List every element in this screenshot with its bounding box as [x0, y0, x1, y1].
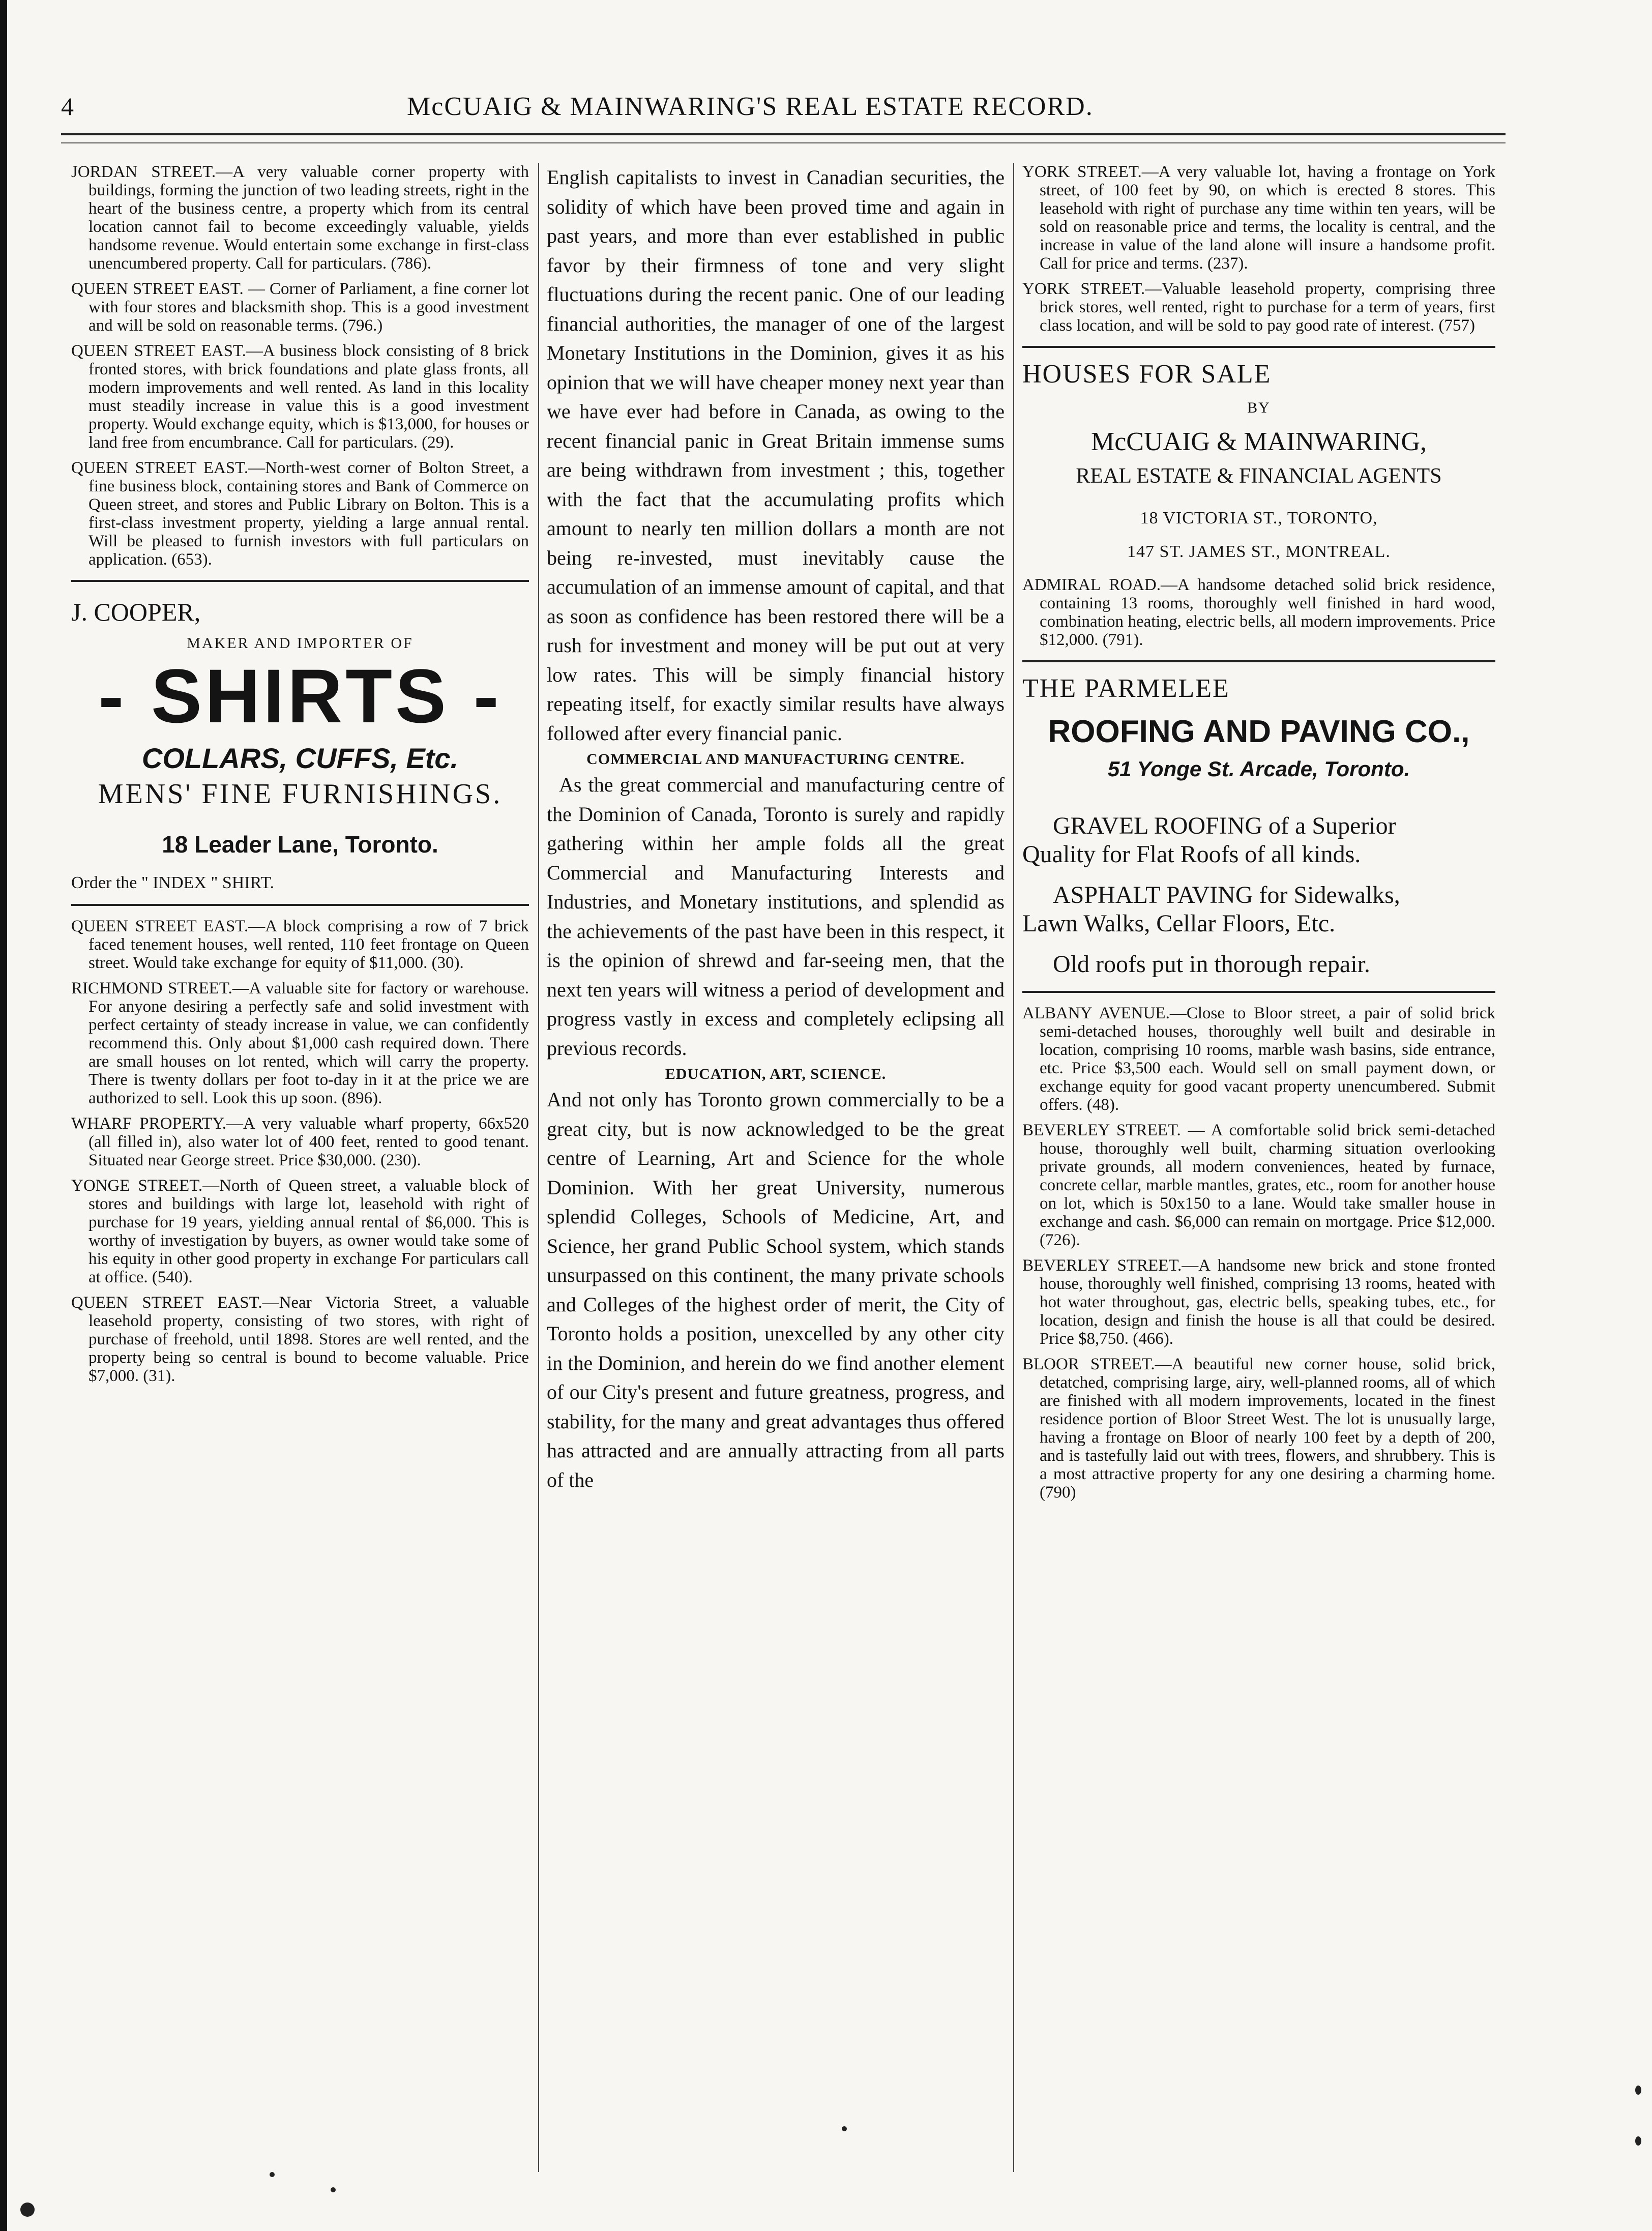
ad-mens-line: MENS' FINE FURNISHINGS.	[98, 778, 503, 810]
ad-address: 18 Leader Lane, Toronto.	[162, 831, 438, 858]
listing: ADMIRAL ROAD.—A handsome detached solid brick residence, containing 13 rooms, thoroughly well finished in hard wood, combination heating, electric bells, all modern improvements. Price $12,000. (791).	[1022, 576, 1495, 649]
listing: BEVERLEY STREET.—A handsome new brick and stone fronted house, thoroughly well finished, comprising 13 rooms, heated with hot water throughout, gas, electric bells, speaking tubes, etc., for location, design and finish the house is all that could be desired. Price $8,750. (466).	[1022, 1256, 1495, 1348]
running-title: McCUAIG & MAINWARING'S REAL ESTATE RECORD.	[407, 92, 1094, 121]
listing: BLOOR STREET.—A beautiful new corner house, solid brick, detatched, comprising large, airy, well-planned rooms, all of which are finished with all modern improvements, located in the finest residence portion of Bloor Street West. The lot is unusually large, having a frontage on Bloor of nearly 100 feet by a depth of 200, and is tastefully laid out with trees, flowers, and shrubbery. This is a most attractive property for any one desiring a charming home. (790)	[1022, 1355, 1495, 1502]
article-paragraph: As the great commercial and manufacturing centre of the Dominion of Canada, Toronto is surely and rapidly gathering within her ample folds all the great Commercial and Manufacturing Interests and Industries, and Monetary institutions, and splendid as the achievements of the past have been in this respect, it is the opinion of shrewd and far-seeing men, that the next ten years will witness a period of development and progress vastly in excess and completely eclipsing all previous records.	[547, 773, 1005, 1060]
listing: YORK STREET.—Valuable leasehold property, comprising three brick stores, well rented, right to purchase for a term of years, first class location, and will be sold to pay good rate of interest. (757)	[1022, 280, 1495, 335]
listing: QUEEN STREET EAST.—A business block consisting of 8 brick fronted stores, with brick foundations and plate glass fronts, all modern improvements and well rented. As land in this locality must steadily increase in value this is a good investment property. Would exchange equity, which is $13,000, for houses or land free from encumbrance. Call for particulars. (29).	[71, 342, 529, 452]
ad-title: THE PARMELEE	[1022, 674, 1230, 703]
ad-line: ASPHALT PAVING for Sidewalks,	[1053, 882, 1400, 908]
listing: ALBANY AVENUE.—Close to Bloor street, a pair of solid brick semi-detached houses, thoroughly well built and desirable in location, comprising 10 rooms, marble wash basins, side entrance, etc. Price $3,500 each. Would sell on small payment down, or exchange equity for good vacant property unencumbered. Submit offers. (48).	[1022, 1004, 1495, 1114]
page-header	[61, 92, 1506, 132]
listing: YONGE STREET.—North of Queen street, a valuable block of stores and buildings with large lot, leasehold with right of purchase for 19 years, yielding annual rental of $6,000. This is worthy of investigation by buyers, as owner would take some of his equity in other good property in exchange For particulars call at office. (540).	[71, 1177, 529, 1286]
header-rule	[61, 133, 1506, 135]
column-divider	[1013, 163, 1014, 2172]
ink-speck	[20, 2203, 35, 2217]
ad-office-toronto: 18 VICTORIA ST., TORONTO,	[1140, 509, 1378, 527]
ink-speck	[1635, 2136, 1641, 2146]
ad-firm: McCUAIG & MAINWARING,	[1090, 427, 1427, 456]
ad-title: HOUSES FOR SALE	[1022, 360, 1272, 389]
scan-edge-bar	[0, 0, 7, 2231]
section-rule	[71, 904, 529, 906]
ad-by: BY	[1247, 399, 1271, 416]
page-number: 4	[61, 92, 74, 121]
ad-line: GRAVEL ROOFING of a Superior	[1053, 812, 1396, 839]
ad-order-line: Order the " INDEX " SHIRT.	[71, 873, 275, 892]
ad-name: J. COOPER,	[71, 598, 201, 626]
ad-line: Old roofs put in thorough repair.	[1053, 951, 1370, 978]
header-rule-thin	[61, 142, 1506, 143]
ad-line: Lawn Walks, Cellar Floors, Etc.	[1022, 910, 1336, 937]
column-divider	[538, 163, 539, 2172]
section-rule	[1022, 660, 1495, 662]
listing: QUEEN STREET EAST.—Near Victoria Street, a valuable leasehold property, consisting of two stores, with right of purchase of freehold, until 1898. Stores are well rented, and the property being so central is bound to become valuable. Price $7,000. (31).	[71, 1294, 529, 1385]
ad-extras: COLLARS, CUFFS, Etc.	[141, 742, 459, 774]
column-right	[1022, 163, 1495, 2177]
column-left	[71, 163, 529, 2177]
ad-agents: REAL ESTATE & FINANCIAL AGENTS	[1076, 464, 1442, 488]
ad-address: 51 Yonge St. Arcade, Toronto.	[1107, 757, 1410, 781]
article-subheading: COMMERCIAL AND MANUFACTURING CENTRE.	[586, 751, 965, 768]
ink-speck	[842, 2126, 847, 2131]
listing: QUEEN STREET EAST.—North-west corner of Bolton Street, a fine business block, containing stores and Bank of Commerce on Queen street, and stores and Public Library on Bolton. This is a first-class investment property, yielding a large annual rental. Will be pleased to furnish investors with full particulars on application. (653).	[71, 459, 529, 569]
article-paragraph: English capitalists to invest in Canadian securities, the solidity of which have been proved time and again in past years, and more than ever established in public favor by their firmness of tone and very slight fluctuations during the recent panic. One of our leading financial authorities, the manager of one of the largest Monetary Institutions in the Dominion, gives it as his opinion that we will have cheaper money next year than we have ever had before in Canada, as owing to the recent financial panic in Great Britain immense sums are being withdrawn from investment ; this, together with the fact that the accumulating profits which amount to nearly ten million dollars a month are not being re-invested, must inevitably cause the accumulation of an immense amount of capital, and that as soon as confidence has been restored there will be a rush for investment and money will be put out at very low rates. This will be simply financial history repeating itself, for exactly similar results have always followed after every financial panic.	[547, 166, 1005, 745]
ad-maker-line: MAKER AND IMPORTER OF	[187, 635, 414, 652]
section-rule	[1022, 991, 1495, 993]
section-rule	[1022, 346, 1495, 348]
cooper-shirts-ad	[71, 597, 529, 893]
ad-office-montreal: 147 ST. JAMES ST., MONTREAL.	[1127, 542, 1391, 561]
section-rule	[71, 580, 529, 582]
ink-speck	[1635, 2086, 1641, 2095]
article-subheading: EDUCATION, ART, SCIENCE.	[665, 1066, 887, 1082]
parmelee-roofing-ad	[1022, 673, 1495, 979]
listing: QUEEN STREET EAST. — Corner of Parliament, a fine corner lot with four stores and blacksmith shop. This is a good investment and will be sold on reasonable terms. (796.)	[71, 280, 529, 335]
ad-product-title: - SHIRTS -	[98, 653, 502, 739]
ink-speck	[331, 2187, 336, 2192]
ad-company: ROOFING AND PAVING CO.,	[1048, 714, 1470, 749]
houses-for-sale-ad	[1022, 359, 1495, 562]
article-paragraph: And not only has Toronto grown commercially to be a great city, but is now acknowledged to be the great centre of Learning, Art and Science for the whole Dominion. With her great University, numerous splendid Colleges, Schools of Medicine, Art, and Science, her grand Public School system, which stands unsurpassed on this continent, the many private schools and Colleges of the highest order of merit, the City of Toronto holds a position, unexcelled by any other city in the Dominion, and herein do we find another element of our City's present and future greatness, progress, and stability, for the many and great advantages thus offered has attracted and are annually attracting from all parts of the	[547, 1088, 1005, 1491]
listing: BEVERLEY STREET. — A comfortable solid brick semi-detached house, thoroughly well built, charming situation overlooking private grounds, all modern conveniences, heated by furnace, concrete cellar, marble mantles, grates, etc., room for another house on lot, which is 50x150 to a lane. Would take smaller house in exchange and cash. $6,000 can remain on mortgage. Price $12,000. (726).	[1022, 1121, 1495, 1249]
listing: JORDAN STREET.—A very valuable corner property with buildings, forming the junction of two leading streets, right in the heart of the business centre, a property which from its central location cannot fail to become exceedingly valuable, yields handsome revenue. Would entertain some exchange in first-class unencumbered property. Call for particulars. (786).	[71, 163, 529, 273]
listing: RICHMOND STREET.—A valuable site for factory or warehouse. For anyone desiring a perfectly safe and solid investment with perfect certainty of steady increase in value, we can confidently recommend this. Only about $1,000 cash required down. There are small houses on lot rented, which will carry the property. There is twenty dollars per foot to-day in it at the price we are authorized to sell. Look this up soon. (896).	[71, 979, 529, 1107]
listing: YORK STREET.—A very valuable lot, having a frontage on York street, of 100 feet by 90, on which is erected 8 stores. This leasehold with right of purchase any time within ten years, will be sold on reasonable price and terms, the locality is central, and the increase in value of the land alone will insure a handsome profit. Call for price and terms. (237).	[1022, 163, 1495, 273]
ink-speck	[270, 2172, 275, 2177]
listing: QUEEN STREET EAST.—A block comprising a row of 7 brick faced tenement houses, well rented, 110 feet frontage on Queen street. Would take exchange for equity of $11,000. (30).	[71, 917, 529, 972]
listing: WHARF PROPERTY.—A very valuable wharf property, 66x520 (all filled in), also water lot of 400 feet, rented to good tenant. Situated near George street. Price $30,000. (230).	[71, 1114, 529, 1169]
column-middle	[547, 163, 1005, 2177]
ad-line: Quality for Flat Roofs of all kinds.	[1022, 841, 1361, 868]
